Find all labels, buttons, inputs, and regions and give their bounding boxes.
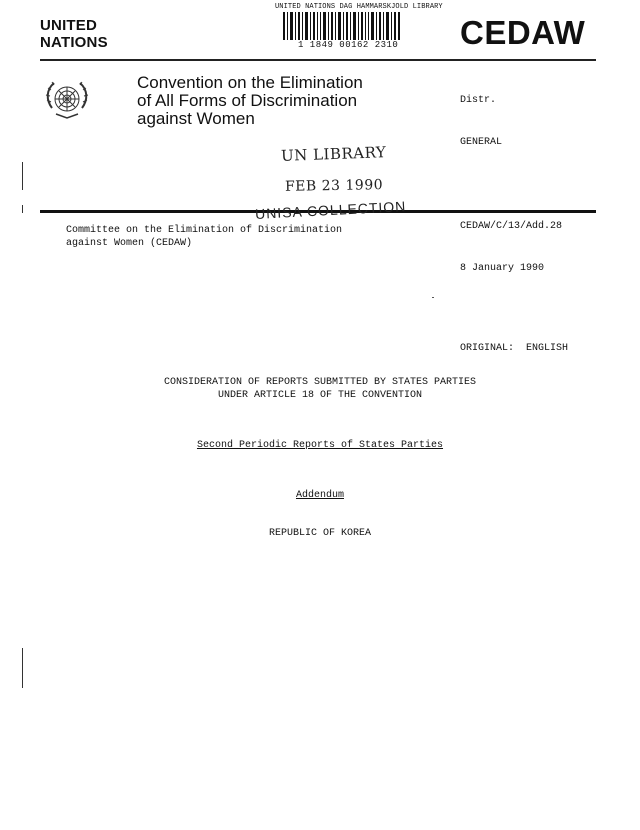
distribution-label: Distr. (460, 95, 497, 106)
barcode-caption: UNITED NATIONS DAG HAMMARSKJOLD LIBRARY (275, 3, 443, 11)
collection-stamp: UNISA COLLECTION (254, 198, 407, 222)
convention-title-line2: of All Forms of Discrimination (137, 91, 358, 110)
document-date: 8 January 1990 (460, 263, 545, 274)
committee-name-line1: Committee on the Elimination of Discrimination (66, 225, 343, 236)
organization-name-line2: NATIONS (40, 34, 108, 51)
convention-title-line1: Convention on the Elimination (137, 73, 363, 92)
convention-title (137, 74, 437, 128)
document-heading (0, 376, 640, 402)
header-rule (40, 59, 596, 61)
document-subheading: Second Periodic Reports of States Parties (196, 440, 444, 451)
un-emblem-icon (42, 78, 92, 122)
margin-mark (22, 205, 23, 213)
document-symbol: CEDAW (460, 14, 586, 51)
original-language: ORIGINAL: ENGLISH (460, 343, 569, 354)
barcode (283, 12, 401, 40)
document-symbol-full: CEDAW/C/13/Add.28 (460, 221, 563, 232)
addendum-label: Addendum (295, 490, 344, 501)
distribution-value: GENERAL (460, 137, 503, 148)
convention-title-line3: against Women (137, 109, 255, 128)
document-heading-line2: UNDER ARTICLE 18 OF THE CONVENTION (217, 390, 423, 401)
committee-name (66, 224, 406, 250)
distribution-block (460, 66, 568, 370)
organization-name-line1: UNITED (40, 17, 98, 34)
margin-mark (22, 162, 23, 190)
organization-name (40, 17, 108, 51)
received-date-stamp: FEB 23 1990 (284, 177, 384, 195)
committee-name-line2: against Women (CEDAW) (66, 238, 193, 249)
scan-speck (432, 297, 434, 298)
library-stamp: UN LIBRARY (280, 143, 387, 165)
margin-mark (22, 648, 23, 688)
barcode-number: 1 1849 00162 2310 (298, 40, 399, 50)
document-heading-line1: CONSIDERATION OF REPORTS SUBMITTED BY STATES PARTIES (163, 377, 477, 388)
country-name: REPUBLIC OF KOREA (268, 528, 372, 539)
